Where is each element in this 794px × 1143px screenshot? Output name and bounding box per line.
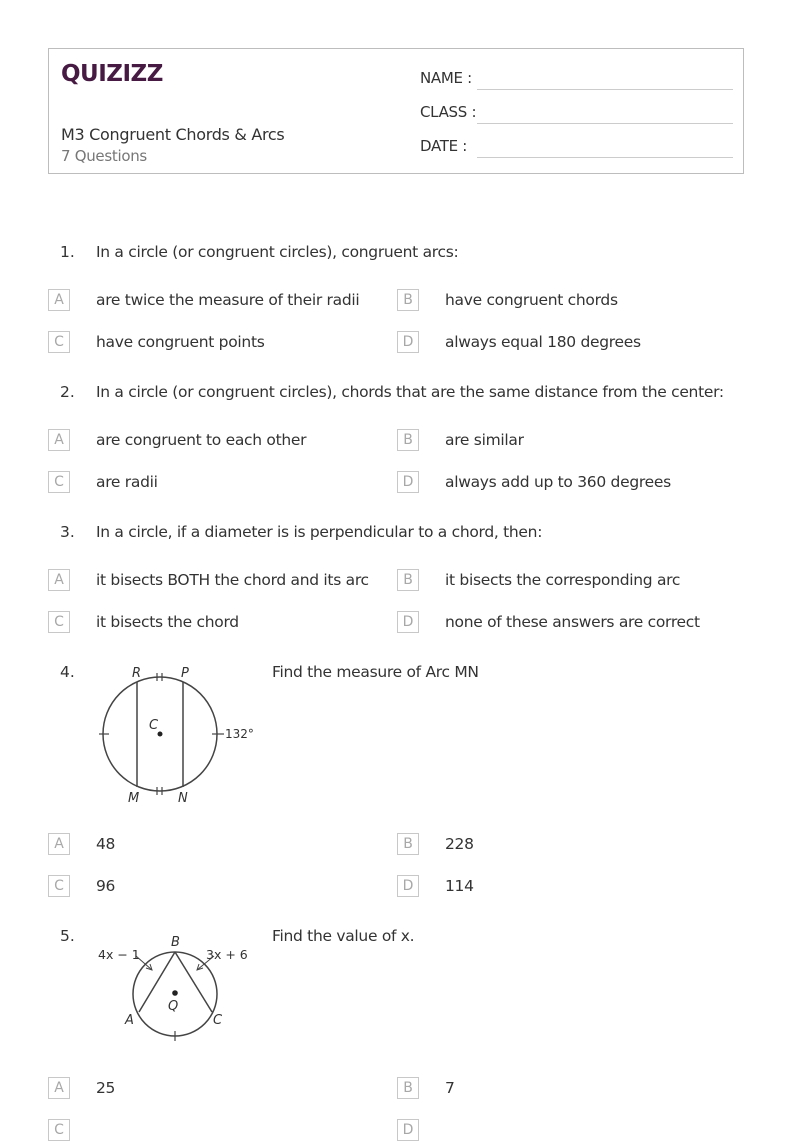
question-text: Find the measure of Arc MN — [272, 663, 479, 681]
option-text: always equal 180 degrees — [445, 333, 641, 351]
logo-text: QUIZIZZ — [61, 61, 163, 87]
option-text: 114 — [445, 877, 474, 895]
option-text: 25 — [96, 1079, 116, 1097]
label-q: Q — [168, 999, 179, 1014]
option-text: are radii — [96, 473, 158, 491]
option-letter: A — [48, 833, 70, 855]
worksheet-title: M3 Congruent Chords & Arcs — [61, 125, 285, 144]
worksheet-header — [48, 48, 744, 174]
label-r: R — [132, 666, 142, 681]
question-number: 2. — [60, 383, 75, 401]
option-letter: B — [397, 569, 419, 591]
question-text: In a circle, if a diameter is is perpendicular to a chord, then: — [96, 523, 543, 541]
label-p: P — [181, 666, 189, 681]
option-letter: D — [397, 471, 419, 493]
question-text: Find the value of x. — [272, 927, 415, 945]
label-right-expr: 3x + 6 — [206, 947, 248, 962]
name-field[interactable] — [477, 89, 733, 90]
label-a: A — [125, 1013, 134, 1028]
quizizz-logo — [61, 59, 163, 89]
option-text: it bisects BOTH the chord and its arc — [96, 571, 369, 589]
option-letter: C — [48, 875, 70, 897]
question-number: 1. — [60, 243, 75, 261]
option-letter: A — [48, 569, 70, 591]
name-label: NAME : — [420, 69, 472, 87]
center-point — [158, 732, 163, 737]
class-label: CLASS : — [420, 103, 477, 121]
option-letter: C — [48, 471, 70, 493]
date-label: DATE : — [420, 137, 468, 155]
option-text: 7 — [445, 1079, 455, 1097]
label-c: C — [213, 1013, 223, 1028]
circle-chords-figure — [96, 662, 261, 807]
option-text: 96 — [96, 877, 116, 895]
option-letter: A — [48, 1077, 70, 1099]
option-letter: B — [397, 429, 419, 451]
option-letter: C — [48, 1119, 70, 1141]
option-letter: D — [397, 875, 419, 897]
question-number: 4. — [60, 663, 75, 681]
option-letter: A — [48, 429, 70, 451]
option-letter: B — [397, 1077, 419, 1099]
option-text: are similar — [445, 431, 524, 449]
option-text: are twice the measure of their radii — [96, 291, 360, 309]
label-n: N — [178, 791, 188, 806]
option-text: 228 — [445, 835, 474, 853]
option-letter: D — [397, 611, 419, 633]
option-letter: C — [48, 611, 70, 633]
label-angle: 132° — [225, 727, 254, 741]
question-count: 7 Questions — [61, 147, 147, 165]
option-text: are congruent to each other — [96, 431, 307, 449]
question-number: 5. — [60, 927, 75, 945]
option-text: always add up to 360 degrees — [445, 473, 671, 491]
label-c: C — [149, 718, 159, 733]
class-field[interactable] — [477, 123, 733, 124]
option-text: it bisects the chord — [96, 613, 239, 631]
option-text: have congruent chords — [445, 291, 618, 309]
label-m: M — [128, 791, 140, 806]
option-letter: B — [397, 833, 419, 855]
question-number: 3. — [60, 523, 75, 541]
option-text: have congruent points — [96, 333, 265, 351]
option-text: none of these answers are correct — [445, 613, 700, 631]
label-left-expr: 4x − 1 — [98, 947, 140, 962]
question-text: In a circle (or congruent circles), chords that are the same distance from the center: — [96, 383, 724, 401]
option-letter: A — [48, 289, 70, 311]
center-point — [172, 990, 178, 996]
label-b: B — [171, 935, 180, 950]
date-field[interactable] — [477, 157, 733, 158]
circle-triangle-figure — [96, 930, 261, 1042]
option-letter: D — [397, 1119, 419, 1141]
option-letter: D — [397, 331, 419, 353]
option-letter: C — [48, 331, 70, 353]
option-letter: B — [397, 289, 419, 311]
option-text: 48 — [96, 835, 116, 853]
option-text: it bisects the corresponding arc — [445, 571, 681, 589]
question-text: In a circle (or congruent circles), congruent arcs: — [96, 243, 459, 261]
